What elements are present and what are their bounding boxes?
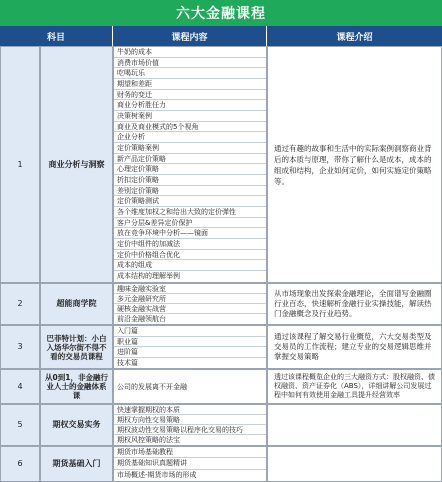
row-4-intro: 透过该课程概览企业的三大融资方式：股权融资、债权融资、资产证券化（ABS），详细讲解公司发展过程中如何有效使用金融工具提升经营效率 xyxy=(267,369,442,404)
row-2-subject: 超能商学院 xyxy=(40,283,113,325)
list-item: 定价中组件的加减法 xyxy=(114,239,266,250)
row-1-intro: 通过有趣的故事和生活中的实际案例洞察商业背后的本质与原理，带你了解什么是成本，成本的组成和结构，企业如何定价，如何实施定价策略等。 xyxy=(267,46,442,283)
row-5-items xyxy=(113,404,267,446)
row-1-subject: 商业分析与洞察 xyxy=(40,46,113,283)
list-item: 市场概述-期货市场的形成 xyxy=(117,470,197,479)
list-item: 定价策略测试 xyxy=(114,196,266,207)
list-item: 成本的组成 xyxy=(114,260,266,271)
list-item: 各个维度加权之和给出大致的定价弹性 xyxy=(114,207,266,218)
list-item: 入门篇 xyxy=(114,326,266,337)
list-item: 消费市场价值 xyxy=(114,58,266,69)
list-item: 企业分析 xyxy=(114,132,266,143)
row-3-items xyxy=(113,325,267,369)
list-item: 财务的变迁 xyxy=(114,90,266,101)
header-subject: 科目 xyxy=(0,26,113,46)
list-item: 决策树案例 xyxy=(114,111,266,122)
row-6-intro xyxy=(267,446,442,482)
list-item: 定价中价格组合优化 xyxy=(114,250,266,261)
list-item: 商业分析胜任力 xyxy=(114,100,266,111)
list-item: 期货基础知识真题精讲 xyxy=(114,458,266,469)
row-5-intro xyxy=(267,404,442,446)
row-3-index: 3 xyxy=(0,325,40,369)
list-item: 进阶篇 xyxy=(114,347,266,358)
list-item: 快速掌握期权的本质 xyxy=(114,405,266,415)
list-item: 差别定价策略 xyxy=(114,186,266,197)
row-2-index: 2 xyxy=(0,283,40,325)
list-item: 吃喝玩乐 xyxy=(114,68,266,79)
row-3-intro: 通过该课程了解交易行业概览，六大交易类型及交易员的工作流程；建立专业的交易逻辑思维并掌握交易策略 xyxy=(267,325,442,369)
row-5-subject: 期权交易实务 xyxy=(40,404,113,446)
header-intro: 课程介绍 xyxy=(267,26,442,46)
list-item: 前沿金融领航台 xyxy=(117,315,166,323)
list-item: 期货市场基础教程 xyxy=(114,447,266,458)
row-2-items xyxy=(113,283,267,325)
list-item: 客户分层&差异定价保护 xyxy=(114,218,266,229)
list-item: 期权方向性交易策略 xyxy=(114,415,266,425)
list-item: 牛奶的成本 xyxy=(114,47,266,58)
row-2-intro: 从市场现象出发探索金融理论，全面谱写金融圈行业百态，快速解析金融行业实操技能，解读热门金融概念及行业趋势。 xyxy=(267,283,442,325)
row-6-items xyxy=(113,446,267,482)
list-item: 折扣定价策略 xyxy=(114,175,266,186)
page-title: 六大金融课程 xyxy=(0,0,442,26)
list-item: 技术篇 xyxy=(117,358,138,367)
row-5-index: 5 xyxy=(0,404,40,446)
list-item: 职业篇 xyxy=(114,337,266,348)
list-item: 成本结构的理解举例 xyxy=(117,272,180,281)
list-item: 商业及商业模式的5个视角 xyxy=(114,122,266,133)
row-1-index: 1 xyxy=(0,46,40,283)
list-item: 趣味金融实验室 xyxy=(114,284,266,294)
row-1-items xyxy=(113,46,267,283)
row-4-items: 公司的发展离不开金融 xyxy=(113,369,267,404)
list-item: 期权波动性交易策略以程序化交易的技巧 xyxy=(114,425,266,435)
list-item: 期望和差距 xyxy=(114,79,266,90)
row-4-index: 4 xyxy=(0,369,40,404)
row-6-subject: 期货基础入门 xyxy=(40,446,113,482)
header-content: 课程内容 xyxy=(113,26,267,46)
row-4-subject: 从0到1，非金融行业人士的金融体系课 xyxy=(40,369,113,404)
list-item: 期权风控策略的法宝 xyxy=(117,436,180,444)
list-item: 放在竞争环境中分析——镜面 xyxy=(114,228,266,239)
list-item: 硬核金融实战营 xyxy=(114,304,266,314)
row-6-index: 6 xyxy=(0,446,40,482)
list-item: 心理定价策略 xyxy=(114,164,266,175)
list-item: 定价策略案例 xyxy=(114,143,266,154)
list-item: 多元金融研究所 xyxy=(114,294,266,304)
row-3-subject: 巴菲特计划：小白入场华尔街不得不看的交易员课程 xyxy=(40,325,113,369)
list-item: 新产品定价策略 xyxy=(114,154,266,165)
